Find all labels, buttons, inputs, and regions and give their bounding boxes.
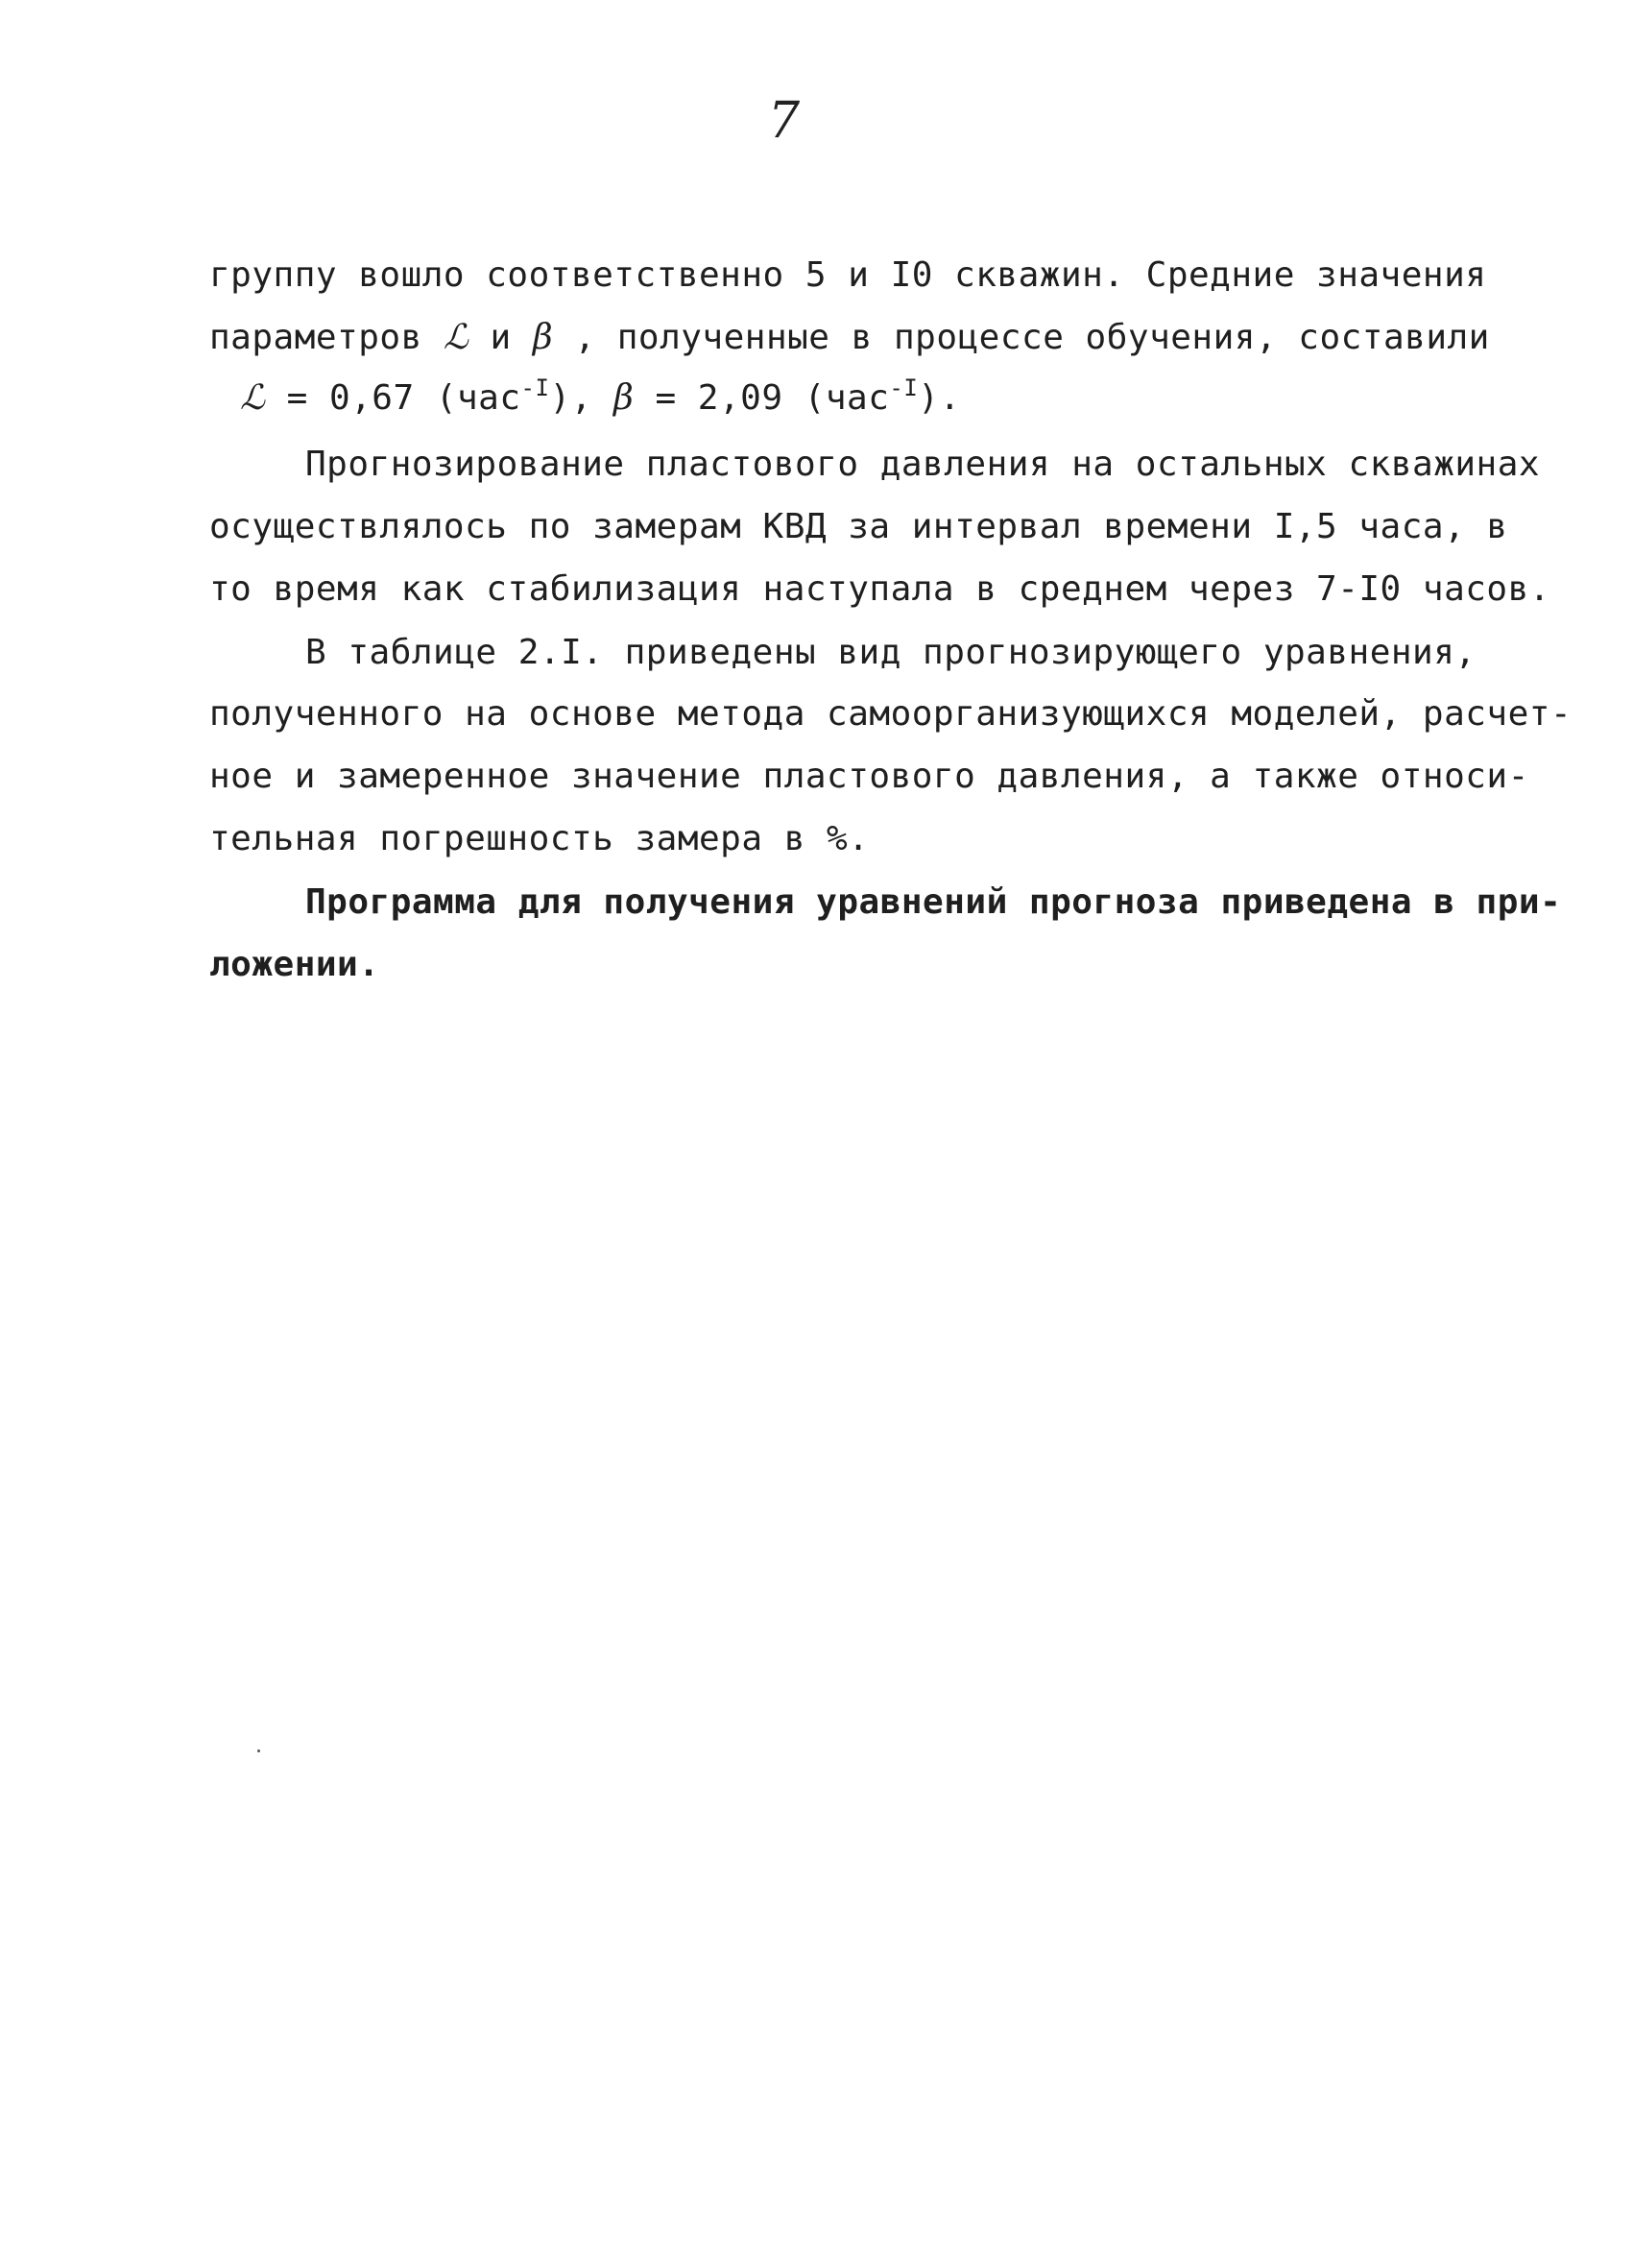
text-line-6: то время как стабилизация наступала в среднем через 7-I0 часов. [209,569,1550,609]
text-line-3 [240,374,961,420]
text-segment: ), [549,378,613,418]
text-line-12: ложении. [209,945,380,984]
text-segment: параметров [209,318,444,357]
text-segment: ). [918,378,961,418]
alpha-symbol: ℒ [240,378,266,418]
text-segment: , полученные в процессе обучения, составили [553,318,1490,357]
text-line-10: тельная погрешность замера в %. [209,819,870,858]
text-segment: = 2,09 (час [634,378,890,418]
text-line-1: группу вошло соответственно 5 и I0 скважин. Средние значения [209,255,1487,295]
text-line-8: полученного на основе метода самоорганизующихся моделей, расчет- [209,694,1573,734]
scan-speck [257,1749,260,1752]
text-line-2 [209,317,1490,359]
text-segment: = 0,67 (час [265,378,521,418]
text-line-7: В таблице 2.I. приведены вид прогнозирующего уравнения, [305,633,1477,672]
beta-symbol: β [612,378,635,418]
text-segment: и [468,318,533,357]
text-line-11: Программа для получения уравнений прогноза приведена в при- [305,882,1562,922]
alpha-symbol: ℒ [443,318,469,357]
superscript: -I [520,374,550,401]
superscript: -I [889,374,919,401]
text-line-9: ное и замеренное значение пластового давления, а также относи- [209,757,1529,796]
text-line-5: осуществлялось по замерам КВД за интервал времени I,5 часа, в [209,507,1508,546]
beta-symbol: β [532,318,554,357]
page-number: 7 [768,92,801,150]
text-line-4: Прогнозирование пластового давления на остальных скважинах [305,445,1541,484]
